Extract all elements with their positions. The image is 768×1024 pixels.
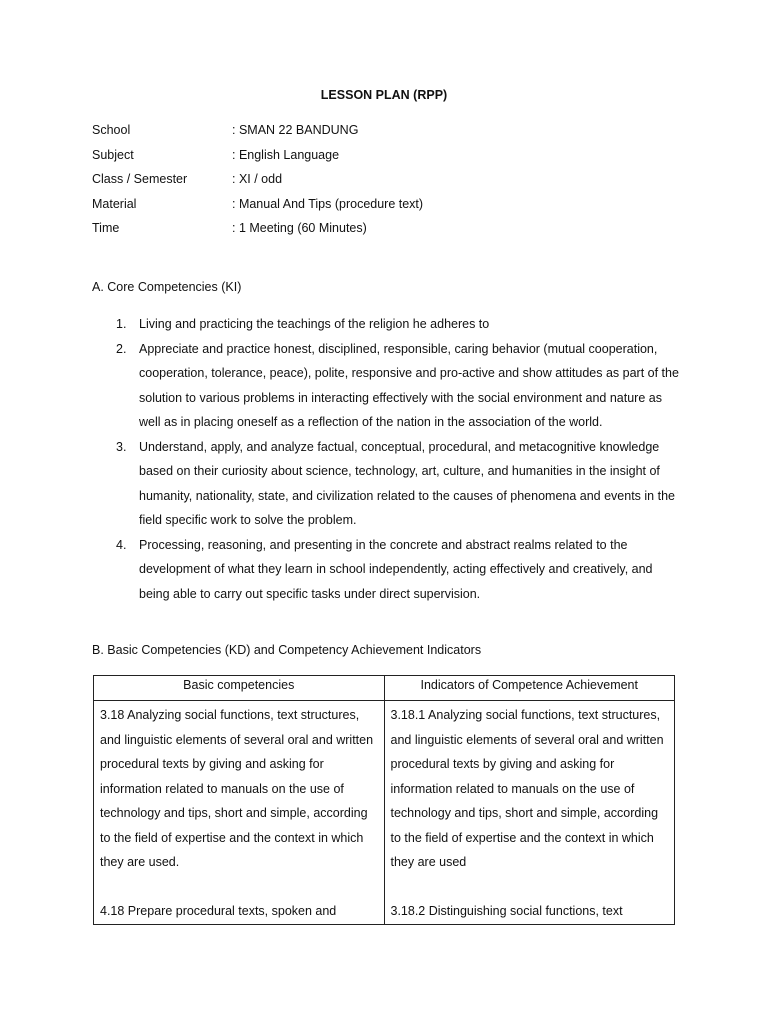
table-header-basic-competencies: Basic competencies: [94, 676, 385, 701]
info-label: Time: [92, 221, 120, 235]
table-cell-indicators: [384, 701, 675, 925]
table-header-indicators: Indicators of Competence Achievement: [384, 676, 675, 701]
table-header-row: [94, 676, 675, 701]
cell-paragraph: 3.18.1 Analyzing social functions, text structures, and linguistic elements of several oral and written procedural texts by giving and asking for information related to manuals on the use of technology and tips, short and simple, according to the field of expertise and the context in which they are used: [390, 708, 664, 869]
info-value: : SMAN 22 BANDUNG: [232, 123, 359, 137]
list-number: 4.: [116, 537, 127, 552]
section-b-heading: B. Basic Competencies (KD) and Competency Achievement Indicators: [92, 643, 482, 657]
info-row-time: [92, 219, 423, 244]
list-number: 2.: [116, 341, 127, 356]
list-number: 1.: [116, 317, 127, 331]
info-row-material: [92, 195, 423, 220]
table-cell-basic-competencies: [94, 701, 385, 925]
lesson-info: [92, 121, 423, 244]
list-item: [92, 337, 682, 435]
cell-spacer: [100, 875, 378, 900]
section-a-heading: A. Core Competencies (KI): [92, 280, 242, 294]
info-label: Class / Semester: [92, 172, 188, 186]
core-competencies-list: [92, 312, 682, 606]
cell-paragraph: 4.18 Prepare procedural texts, spoken and: [100, 904, 337, 918]
info-value: : English Language: [232, 147, 340, 162]
info-row-class-semester: [92, 170, 423, 195]
info-label: School: [92, 123, 131, 137]
cell-paragraph: 3.18.2 Distinguishing social functions, text: [390, 904, 623, 918]
list-text: Living and practicing the teachings of the religion he adheres to: [139, 317, 490, 331]
info-label: Material: [92, 196, 137, 211]
list-item: [92, 435, 682, 533]
info-label: Subject: [92, 147, 134, 162]
info-row-subject: [92, 146, 423, 171]
info-row-school: [92, 121, 423, 146]
competency-table: [93, 675, 675, 925]
list-item: [92, 533, 682, 607]
cell-spacer: [391, 875, 669, 900]
info-value: : XI / odd: [232, 172, 283, 186]
cell-paragraph: 3.18 Analyzing social functions, text structures, and linguistic elements of several oral and written procedural texts by giving and asking for information related to manuals on the use of technology and tips, short and simple, according to the field of expertise and the context in which they are used.: [100, 708, 374, 869]
page-title: LESSON PLAN (RPP): [320, 88, 448, 102]
list-text: Processing, reasoning, and presenting in the concrete and abstract realms related to the development of what they learn in school independently, acting effectively and creatively, and being able to carry out specific tasks under direct supervision.: [139, 537, 653, 601]
list-item: [92, 312, 682, 337]
list-number: 3.: [116, 439, 127, 454]
info-value: : 1 Meeting (60 Minutes): [232, 221, 367, 235]
list-text: Appreciate and practice honest, disciplined, responsible, caring behavior (mutual cooperation, cooperation, tolerance, peace), polite, responsive and pro-active and show attitudes as part of the solution to various problems in interacting effectively with the social environment and nature as well as in placing oneself as a reflection of the nation in the association of the world.: [139, 341, 679, 429]
info-value: : Manual And Tips (procedure text): [232, 196, 424, 211]
table-row: [94, 701, 675, 925]
list-text: Understand, apply, and analyze factual, conceptual, procedural, and metacognitive knowledge based on their curiosity about science, technology, art, culture, and humanities in the insight of humanity, nationality, state, and civilization related to the causes of phenomena and events in the field specific work to solve the problem.: [139, 439, 675, 527]
